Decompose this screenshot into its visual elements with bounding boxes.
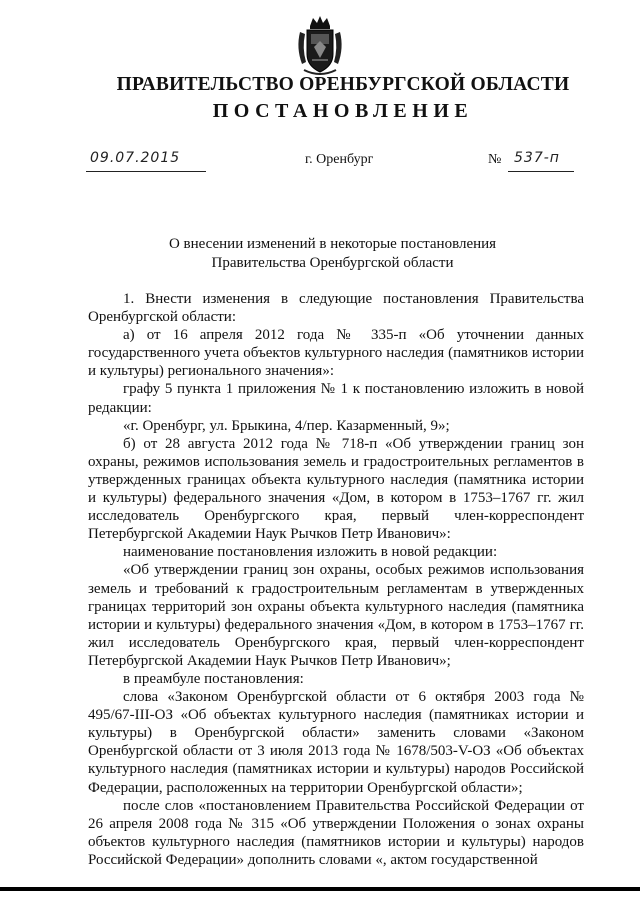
paragraph: наименование постановления изложить в новой редакции: [123,544,498,561]
paragraph: графу 5 пункта 1 приложения № 1 к постановлению изложить в новой редакции: [88,381,584,416]
resolution-number: 537-п [514,150,560,166]
resolution-date: 09.07.2015 [90,150,181,166]
date-underline [86,171,206,172]
paragraph: слова «Законом Оренбургской области от 6 октября 2003 года № 495/67-III-ОЗ «Об объектах культурного наследия (памятниках истории и культуры) в Оренбургской области» заменить словами «Законом Оренбургской области от 3 июля 2013 года № 1678/503-V-ОЗ «Об объектах культурного наследия (памятниках истории и культуры) народов Российской Федерации, расположенных на территории Оренбургской области»; [88,689,584,796]
number-underline [508,171,574,172]
document-body [88,290,584,869]
paragraph: в преамбуле постановления: [123,670,304,687]
paragraph: «Об утверждении границ зон охраны, особых режимов использования земель и требований к градостроительным регламентам в утвержденных границах территорий зон охраны объекта культурного наследия (памятника истории и культуры) федерального значения «Дом, в котором в 1753–1767 гг. жил исследователь Оренбургского края, первый член-корреспондент Петербургской Академии Наук Рычков Петр Иванович»; [88,562,584,669]
city-label: г. Оренбург [305,152,374,167]
government-name: ПРАВИТЕЛЬСТВО ОРЕНБУРГСКОЙ ОБЛАСТИ [116,74,570,95]
document-type: ПОСТАНОВЛЕНИЕ [212,100,474,122]
page-bottom-rule [0,887,640,891]
paragraph: б) от 28 августа 2012 года № 718-п «Об утверждении границ зон охраны, режимов использования земель и градостроительных регламентов в утвержденных границах объекта культурного наследия (памятника истории и культуры) федерального значения «Дом, в котором в 1753–1767 гг. жил исследователь Оренбургского края, первый член-корреспондент Петербургской Академии Наук Рычков Петр Иванович»: [88,435,584,543]
number-label: № [488,152,502,167]
paragraph: после слов «постановлением Правительства Российской Федерации от 26 апреля 2008 года № 315 «Об утверждении Положения о зонах охраны объектов культурного наследия (памятников истории и культуры) народов Российской Федерации» дополнить словами «, актом государственной [88,797,584,868]
paragraph: а) от 16 апреля 2012 года № 335-п «Об уточнении данных государственного учета объектов культурного наследия (памятников истории и культуры) регионального значения»: [88,327,584,380]
document-subject: О внесении изменений в некоторые постановления Правительства Оренбургской области [168,236,497,271]
paragraph: 1. Внести изменения в следующие постановления Правительства Оренбургской области: [88,291,584,326]
coat-of-arms-icon [294,14,346,78]
paragraph: «г. Оренбург, ул. Брыкина, 4/пер. Казарменный, 9»; [123,417,450,434]
